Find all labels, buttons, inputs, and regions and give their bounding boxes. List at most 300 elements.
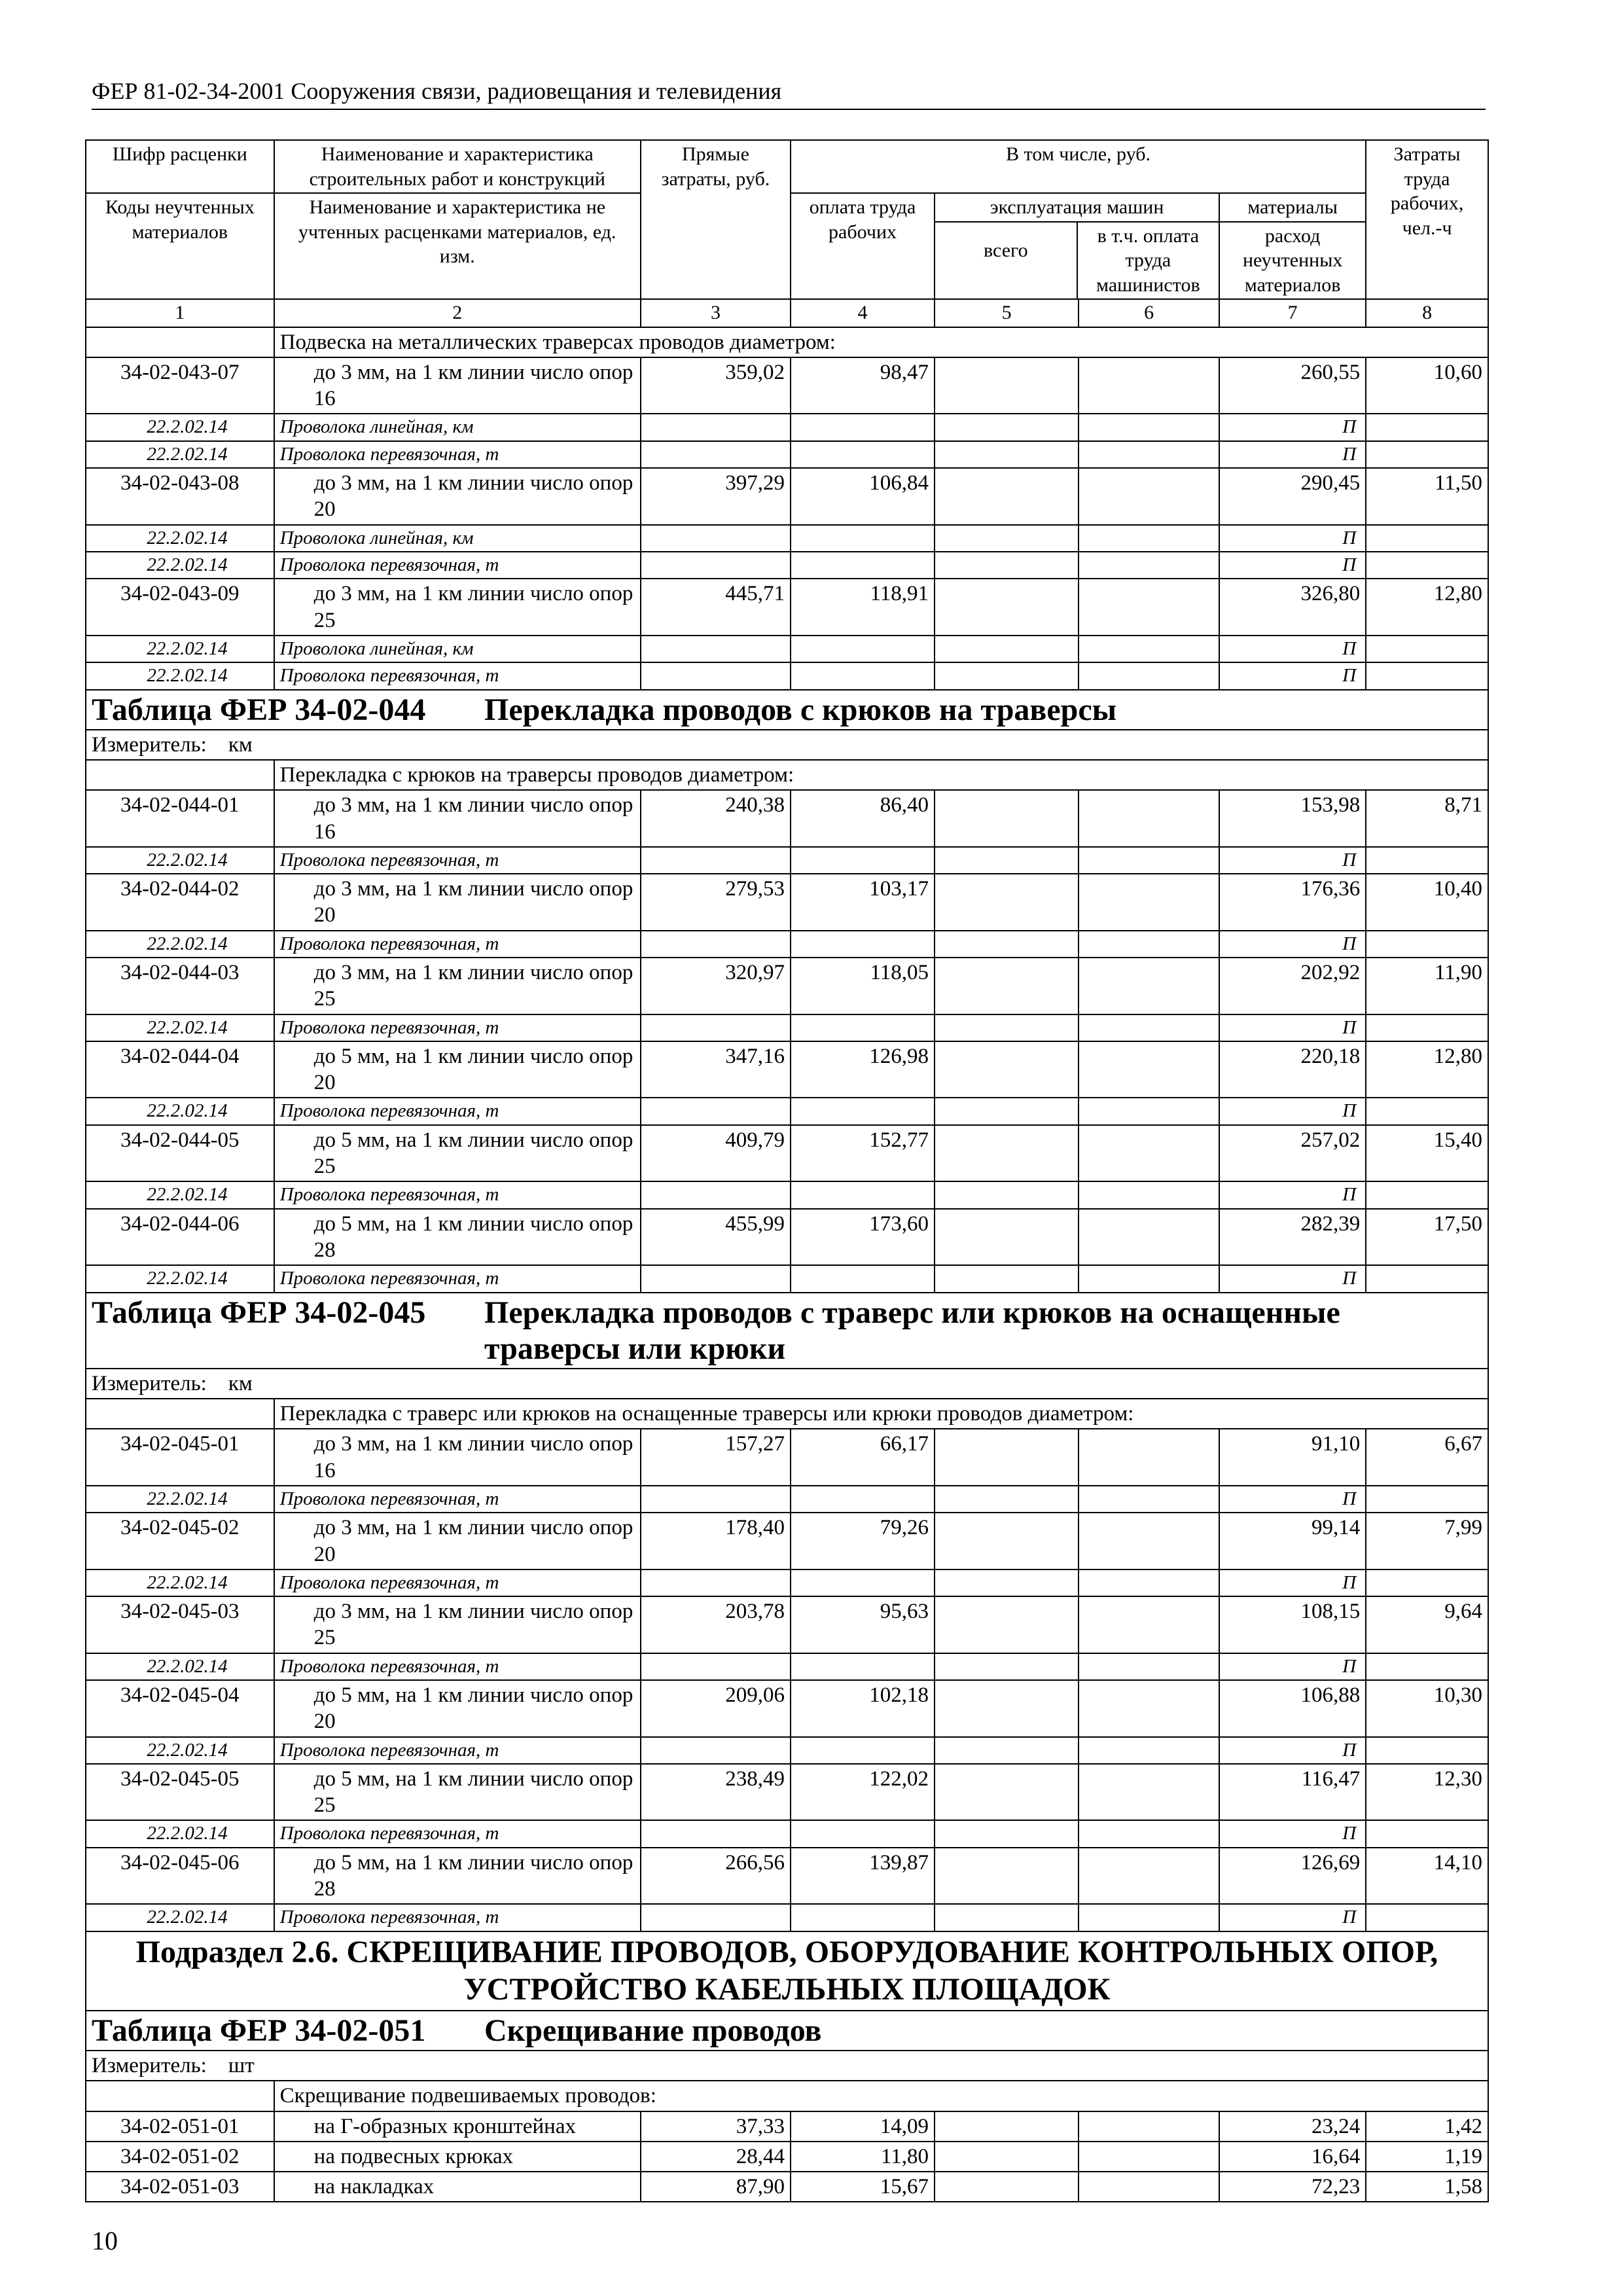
material-mark: П [1219, 414, 1366, 440]
measure-unit: км [228, 1371, 253, 1395]
worker-wages: 66,17 [791, 1429, 935, 1486]
material-mark: П [1219, 636, 1366, 662]
note-blank [1366, 1570, 1488, 1596]
note-blank [935, 636, 1079, 662]
machines-total [935, 1125, 1079, 1182]
material-code: 22.2.02.14 [86, 1486, 274, 1513]
note-blank [935, 552, 1079, 579]
rate-code: 34-02-043-09 [86, 579, 274, 636]
note-blank [1079, 441, 1219, 468]
note-blank [935, 1265, 1079, 1292]
machines-total [935, 1513, 1079, 1570]
material-mark: П [1219, 525, 1366, 552]
direct-costs: 87,90 [641, 2172, 791, 2202]
note-blank [791, 1653, 935, 1680]
material-note-row [86, 1486, 1488, 1513]
table-title-row [86, 690, 1488, 730]
machines-total [935, 1041, 1079, 1098]
work-description: до 5 мм, на 1 км линии число опор 20 [274, 1041, 641, 1098]
material-name: Проволока перевязочная, т [274, 1653, 641, 1680]
direct-costs: 157,27 [641, 1429, 791, 1486]
note-blank [791, 414, 935, 440]
note-blank [1366, 1265, 1488, 1292]
materials-cost: 126,69 [1219, 1848, 1366, 1905]
table-number: Таблица ФЕР 34-02-044 [92, 692, 426, 727]
direct-costs: 455,99 [641, 1209, 791, 1266]
section-caption-row [86, 2081, 1488, 2111]
note-blank [935, 931, 1079, 958]
direct-costs: 178,40 [641, 1513, 791, 1570]
material-note-row [86, 552, 1488, 579]
labor-hours: 12,80 [1366, 579, 1488, 636]
material-note-row [86, 1737, 1488, 1764]
materials-cost: 202,92 [1219, 958, 1366, 1014]
col-codes-mat-header: Коды неучтенных материалов [86, 193, 274, 299]
rate-code: 34-02-051-01 [86, 2111, 274, 2142]
note-blank [1079, 847, 1219, 874]
machines-total [935, 790, 1079, 847]
material-name: Проволока перевязочная, т [274, 1904, 641, 1931]
note-blank [791, 1014, 935, 1041]
note-blank [1079, 1653, 1219, 1680]
measure-row [86, 1369, 1488, 1399]
materials-cost: 260,55 [1219, 357, 1366, 414]
machines-total [935, 1848, 1079, 1905]
material-name: Проволока перевязочная, т [274, 1098, 641, 1124]
note-blank [1366, 931, 1488, 958]
rate-code: 34-02-044-02 [86, 874, 274, 931]
note-blank [641, 636, 791, 662]
note-blank [641, 1181, 791, 1208]
worker-wages: 173,60 [791, 1209, 935, 1266]
machines-total [935, 2111, 1079, 2142]
material-note-row [86, 662, 1488, 689]
rate-code: 34-02-044-03 [86, 958, 274, 1014]
note-blank [935, 414, 1079, 440]
materials-cost: 116,47 [1219, 1764, 1366, 1821]
material-code: 22.2.02.14 [86, 847, 274, 874]
material-code: 22.2.02.14 [86, 662, 274, 689]
note-blank [641, 525, 791, 552]
rate-row [86, 1680, 1488, 1737]
work-description: до 5 мм, на 1 км линии число опор 25 [274, 1125, 641, 1182]
worker-wages: 102,18 [791, 1680, 935, 1737]
col-name-header: Наименование и характеристика строительных работ и конструкций [274, 140, 641, 193]
rate-row [86, 2142, 1488, 2172]
note-blank [1366, 1486, 1488, 1513]
rate-row [86, 790, 1488, 847]
col-wages-header: оплата труда рабочих [791, 193, 935, 299]
work-description: на накладках [274, 2172, 641, 2202]
material-code: 22.2.02.14 [86, 1820, 274, 1847]
rate-code: 34-02-051-03 [86, 2172, 274, 2202]
labor-hours: 10,30 [1366, 1680, 1488, 1737]
rate-code: 34-02-044-01 [86, 790, 274, 847]
rate-code: 34-02-044-05 [86, 1125, 274, 1182]
material-code: 22.2.02.14 [86, 1570, 274, 1596]
note-blank [1079, 1486, 1219, 1513]
machinist-wages [1079, 1209, 1219, 1266]
note-blank [935, 1820, 1079, 1847]
note-blank [1079, 1820, 1219, 1847]
work-description: на Г-образных кронштейнах [274, 2111, 641, 2142]
rate-row [86, 1429, 1488, 1486]
section-caption-row [86, 1399, 1488, 1429]
direct-costs: 445,71 [641, 579, 791, 636]
note-blank [1366, 525, 1488, 552]
rate-row [86, 2172, 1488, 2202]
table-title-row [86, 2011, 1488, 2051]
direct-costs: 409,79 [641, 1125, 791, 1182]
note-blank [641, 414, 791, 440]
note-blank [791, 441, 935, 468]
note-blank [791, 1265, 935, 1292]
note-blank [935, 1653, 1079, 1680]
materials-cost: 290,45 [1219, 468, 1366, 525]
material-name: Проволока линейная, км [274, 414, 641, 440]
material-name: Проволока перевязочная, т [274, 1820, 641, 1847]
note-blank [791, 931, 935, 958]
direct-costs: 359,02 [641, 357, 791, 414]
direct-costs: 347,16 [641, 1041, 791, 1098]
table-name: Перекладка проводов с крюков на траверсы [484, 692, 1117, 727]
machinist-wages [1079, 2142, 1219, 2172]
machines-total [935, 2142, 1079, 2172]
machines-total [935, 1209, 1079, 1266]
materials-cost: 99,14 [1219, 1513, 1366, 1570]
note-blank [1079, 1904, 1219, 1931]
material-mark: П [1219, 1265, 1366, 1292]
work-description: на подвесных крюках [274, 2142, 641, 2172]
section-caption: Перекладка с траверс или крюков на оснащенные траверсы или крюки проводов диаметром: [274, 1399, 1488, 1429]
work-description: до 3 мм, на 1 км линии число опор 16 [274, 1429, 641, 1486]
worker-wages: 118,05 [791, 958, 935, 1014]
direct-costs: 203,78 [641, 1596, 791, 1653]
note-blank [1366, 662, 1488, 689]
measure-label: Измеритель: [92, 1371, 207, 1395]
machinist-wages [1079, 1764, 1219, 1821]
worker-wages: 106,84 [791, 468, 935, 525]
labor-hours: 1,19 [1366, 2142, 1488, 2172]
rate-row [86, 1848, 1488, 1905]
materials-cost: 220,18 [1219, 1041, 1366, 1098]
rate-row [86, 468, 1488, 525]
note-blank [791, 525, 935, 552]
material-mark: П [1219, 1181, 1366, 1208]
machinist-wages [1079, 579, 1219, 636]
machinist-wages [1079, 2111, 1219, 2142]
note-blank [935, 1486, 1079, 1513]
material-code: 22.2.02.14 [86, 636, 274, 662]
material-mark: П [1219, 1098, 1366, 1124]
note-blank [1079, 1014, 1219, 1041]
machinist-wages [1079, 357, 1219, 414]
worker-wages: 15,67 [791, 2172, 935, 2202]
material-note-row [86, 1014, 1488, 1041]
worker-wages: 118,91 [791, 579, 935, 636]
machinist-wages [1079, 2172, 1219, 2202]
note-blank [935, 1014, 1079, 1041]
note-blank [1366, 1014, 1488, 1041]
material-mark: П [1219, 1737, 1366, 1764]
column-numbers-row: 1 2 3 4 5 6 7 8 [86, 299, 1488, 327]
rate-code: 34-02-044-06 [86, 1209, 274, 1266]
material-mark: П [1219, 1653, 1366, 1680]
note-blank [935, 1181, 1079, 1208]
materials-cost: 106,88 [1219, 1680, 1366, 1737]
col-name-mat-header: Наименование и характеристика не учтенных расценками материалов, ед. изм. [274, 193, 641, 299]
section-caption-row [86, 760, 1488, 790]
machines-total [935, 2172, 1079, 2202]
material-mark: П [1219, 441, 1366, 468]
direct-costs: 209,06 [641, 1680, 791, 1737]
section-caption: Скрещивание подвешиваемых проводов: [274, 2081, 1488, 2111]
rate-code: 34-02-044-04 [86, 1041, 274, 1098]
material-code: 22.2.02.14 [86, 1737, 274, 1764]
table-title-row [86, 1293, 1488, 1369]
table-number: Таблица ФЕР 34-02-045 [92, 1295, 426, 1330]
material-name: Проволока перевязочная, т [274, 1486, 641, 1513]
material-mark: П [1219, 552, 1366, 579]
col-code-header: Шифр расценки [86, 140, 274, 193]
col-incl-wages-header: в т.ч. оплата труда машинистов [1096, 224, 1200, 296]
note-blank [791, 1737, 935, 1764]
machines-total [935, 1764, 1079, 1821]
worker-wages: 126,98 [791, 1041, 935, 1098]
material-note-row [86, 847, 1488, 874]
note-blank [641, 1265, 791, 1292]
rate-code: 34-02-045-04 [86, 1680, 274, 1737]
direct-costs: 37,33 [641, 2111, 791, 2142]
material-name: Проволока перевязочная, т [274, 1181, 641, 1208]
subsection-heading: Подраздел 2.6. СКРЕЩИВАНИЕ ПРОВОДОВ, ОБОРУДОВАНИЕ КОНТРОЛЬНЫХ ОПОР, УСТРОЙСТВО КАБЕЛЬНЫХ ПЛОЩАДОК [86, 1931, 1488, 2011]
note-blank [641, 1570, 791, 1596]
material-code: 22.2.02.14 [86, 441, 274, 468]
material-code: 22.2.02.14 [86, 552, 274, 579]
material-name: Проволока перевязочная, т [274, 662, 641, 689]
col-total-header: всего [935, 223, 1078, 299]
materials-cost: 326,80 [1219, 579, 1366, 636]
page-number: 10 [92, 2226, 118, 2255]
note-blank [1079, 636, 1219, 662]
section-caption-row [86, 327, 1488, 357]
note-blank [1366, 414, 1488, 440]
note-blank [641, 931, 791, 958]
rate-code: 34-02-045-01 [86, 1429, 274, 1486]
rate-row [86, 874, 1488, 931]
note-blank [641, 441, 791, 468]
labor-hours: 11,50 [1366, 468, 1488, 525]
material-note-row [86, 1570, 1488, 1596]
note-blank [1366, 847, 1488, 874]
rate-code: 34-02-043-08 [86, 468, 274, 525]
material-note-row [86, 1653, 1488, 1680]
labor-hours: 11,90 [1366, 958, 1488, 1014]
note-blank [1366, 552, 1488, 579]
note-blank [791, 1181, 935, 1208]
worker-wages: 98,47 [791, 357, 935, 414]
labor-hours: 10,60 [1366, 357, 1488, 414]
machines-total [935, 579, 1079, 636]
note-blank [641, 1737, 791, 1764]
col-unacc-header: расход неучтенных материалов [1242, 224, 1343, 296]
note-blank [1366, 636, 1488, 662]
worker-wages: 11,80 [791, 2142, 935, 2172]
note-blank [1079, 1570, 1219, 1596]
labor-hours: 12,80 [1366, 1041, 1488, 1098]
machinist-wages [1079, 790, 1219, 847]
labor-hours: 10,40 [1366, 874, 1488, 931]
rate-code: 34-02-051-02 [86, 2142, 274, 2172]
subsection-heading-row [86, 1931, 1488, 2011]
machinist-wages [1079, 874, 1219, 931]
machines-total [935, 1429, 1079, 1486]
note-blank [935, 847, 1079, 874]
labor-hours: 7,99 [1366, 1513, 1488, 1570]
labor-hours: 9,64 [1366, 1596, 1488, 1653]
note-blank [641, 552, 791, 579]
note-blank [935, 1098, 1079, 1124]
materials-cost: 282,39 [1219, 1209, 1366, 1266]
material-mark: П [1219, 1486, 1366, 1513]
note-blank [641, 1098, 791, 1124]
note-blank [1366, 1904, 1488, 1931]
work-description: до 5 мм, на 1 км линии число опор 20 [274, 1680, 641, 1737]
material-mark: П [1219, 847, 1366, 874]
machines-total [935, 1596, 1079, 1653]
machinist-wages [1079, 468, 1219, 525]
material-note-row [86, 636, 1488, 662]
note-blank [1079, 1265, 1219, 1292]
rates-table [85, 139, 1489, 2202]
worker-wages: 95,63 [791, 1596, 935, 1653]
note-blank [641, 1904, 791, 1931]
note-blank [1366, 1181, 1488, 1208]
material-code: 22.2.02.14 [86, 1265, 274, 1292]
col-direct-header: Прямые затраты, руб. [641, 140, 791, 299]
note-blank [641, 1653, 791, 1680]
col-labor-header: Затраты труда рабочих, чел.-ч [1366, 140, 1488, 299]
rate-code: 34-02-045-06 [86, 1848, 274, 1905]
direct-costs: 320,97 [641, 958, 791, 1014]
material-name: Проволока перевязочная, т [274, 552, 641, 579]
rate-row [86, 958, 1488, 1014]
labor-hours: 1,58 [1366, 2172, 1488, 2202]
rate-row [86, 1041, 1488, 1098]
note-blank [1079, 1181, 1219, 1208]
note-blank [935, 1570, 1079, 1596]
labor-hours: 8,71 [1366, 790, 1488, 847]
material-name: Проволока перевязочная, т [274, 441, 641, 468]
measure-unit: шт [228, 2054, 255, 2078]
measure-label: Измеритель: [92, 2054, 207, 2078]
note-blank [935, 441, 1079, 468]
material-code: 22.2.02.14 [86, 1181, 274, 1208]
note-blank [791, 847, 935, 874]
worker-wages: 86,40 [791, 790, 935, 847]
rate-row [86, 357, 1488, 414]
material-mark: П [1219, 1904, 1366, 1931]
material-note-row [86, 1265, 1488, 1292]
note-blank [1079, 525, 1219, 552]
rate-code: 34-02-045-05 [86, 1764, 274, 1821]
work-description: до 3 мм, на 1 км линии число опор 16 [274, 357, 641, 414]
material-note-row [86, 1904, 1488, 1931]
note-blank [641, 1014, 791, 1041]
work-description: до 3 мм, на 1 км линии число опор 25 [274, 958, 641, 1014]
machinist-wages [1079, 1429, 1219, 1486]
materials-cost: 108,15 [1219, 1596, 1366, 1653]
direct-costs: 279,53 [641, 874, 791, 931]
rate-row [86, 1513, 1488, 1570]
work-description: до 3 мм, на 1 км линии число опор 20 [274, 468, 641, 525]
note-blank [1366, 1737, 1488, 1764]
rate-code: 34-02-045-02 [86, 1513, 274, 1570]
materials-cost: 176,36 [1219, 874, 1366, 931]
direct-costs: 266,56 [641, 1848, 791, 1905]
note-blank [1366, 1098, 1488, 1124]
material-code: 22.2.02.14 [86, 525, 274, 552]
note-blank [791, 552, 935, 579]
direct-costs: 240,38 [641, 790, 791, 847]
material-name: Проволока линейная, км [274, 525, 641, 552]
direct-costs: 397,29 [641, 468, 791, 525]
machinist-wages [1079, 1848, 1219, 1905]
material-note-row [86, 1181, 1488, 1208]
material-note-row [86, 1820, 1488, 1847]
worker-wages: 14,09 [791, 2111, 935, 2142]
materials-cost: 16,64 [1219, 2142, 1366, 2172]
work-description: до 5 мм, на 1 км линии число опор 25 [274, 1764, 641, 1821]
note-blank [1366, 1820, 1488, 1847]
material-code: 22.2.02.14 [86, 1014, 274, 1041]
material-name: Проволока перевязочная, т [274, 1570, 641, 1596]
labor-hours: 6,67 [1366, 1429, 1488, 1486]
materials-cost: 72,23 [1219, 2172, 1366, 2202]
note-blank [1366, 441, 1488, 468]
worker-wages: 139,87 [791, 1848, 935, 1905]
table-name: Скрещивание проводов [484, 2013, 822, 2048]
worker-wages: 152,77 [791, 1125, 935, 1182]
labor-hours: 15,40 [1366, 1125, 1488, 1182]
table-name: Перекладка проводов с траверс или крюков на оснащенные траверсы или крюки [484, 1295, 1340, 1366]
materials-cost: 91,10 [1219, 1429, 1366, 1486]
material-note-row [86, 1098, 1488, 1124]
note-blank [1079, 1098, 1219, 1124]
labor-hours: 1,42 [1366, 2111, 1488, 2142]
note-blank [791, 1570, 935, 1596]
machinist-wages [1079, 958, 1219, 1014]
note-blank [641, 847, 791, 874]
note-blank [1079, 1737, 1219, 1764]
work-description: до 3 мм, на 1 км линии число опор 20 [274, 1513, 641, 1570]
col-machines-header: эксплуатация машин [935, 194, 1219, 223]
labor-hours: 12,30 [1366, 1764, 1488, 1821]
material-name: Проволока перевязочная, т [274, 1737, 641, 1764]
machines-total [935, 357, 1079, 414]
col-materials-header: материалы [1220, 194, 1365, 223]
machines-total [935, 468, 1079, 525]
work-description: до 3 мм, на 1 км линии число опор 25 [274, 579, 641, 636]
machines-total [935, 1680, 1079, 1737]
rate-row [86, 1596, 1488, 1653]
rate-code: 34-02-043-07 [86, 357, 274, 414]
direct-costs: 28,44 [641, 2142, 791, 2172]
note-blank [1366, 1653, 1488, 1680]
material-code: 22.2.02.14 [86, 1653, 274, 1680]
note-blank [1079, 552, 1219, 579]
note-blank [935, 662, 1079, 689]
